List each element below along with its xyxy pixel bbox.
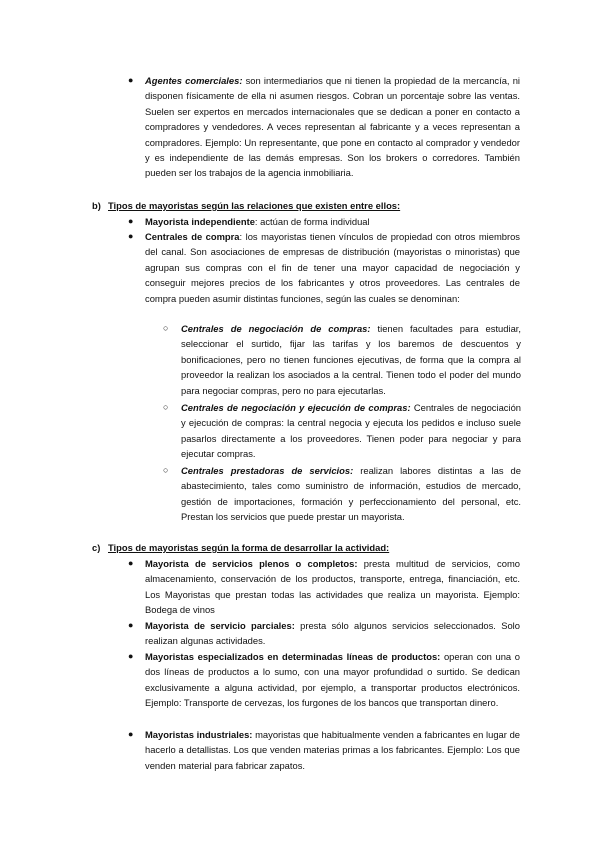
list-item-servicio-parciales xyxy=(145,618,520,649)
item-text: operan con una o dos líneas de productos a lo sumo, con una mayor profundidad o surtido. Se dedican exclusivamente a alguna actividad, por ejemplo, a transportar productos electrónicos. Ejemplo: Transporte de cervezas, los furgones de los bancos que transportan dinero. xyxy=(145,651,520,709)
section-c-label: c) xyxy=(92,542,101,553)
section-b-title: Tipos de mayoristas según las relaciones que existen entre ellos: xyxy=(108,200,401,211)
item-lead: Centrales de negociación de compras: xyxy=(181,323,371,334)
list-item-mayorista-independiente xyxy=(145,214,520,229)
item-lead: Mayorista independiente xyxy=(145,216,255,227)
item-text: presta sólo algunos servicios seleccionados. Solo realizan algunas actividades. xyxy=(145,620,520,647)
bullet-icon: ● xyxy=(128,620,134,630)
list-item-especializados xyxy=(145,649,520,711)
item-text: : actúan de forma individual xyxy=(254,216,370,227)
item-text: mayoristas que habitualmente venden a fabricantes en lugar de hacerlo a detallistas. Los que venden materias primas a los fabricantes. Ejemplo: Los que venden material para fabricar zapatos. xyxy=(145,729,521,771)
bullet-icon: ● xyxy=(128,231,134,241)
circle-bullet-icon: ○ xyxy=(163,323,169,333)
item-lead: Mayorista de servicio parciales: xyxy=(145,620,295,631)
item-text: : los mayoristas tienen vínculos de propiedad con otros miembros del canal. Son asociaciones de empresas de distribución (mayoristas o minoristas) que agrupan sus compras con el fin de tener una mayor capacidad de negociación y conseguir mejores precios de los fabricantes y otros proveedores. Las centrales de compra pueden asumir distintas funciones, según las cuales se denominan: xyxy=(145,231,520,304)
bullet-icon: ● xyxy=(128,651,134,661)
bullet-icon: ● xyxy=(128,216,134,226)
section-b-label: b) xyxy=(92,200,101,211)
list-item-centrales-de-compra xyxy=(145,229,520,306)
list-item-agentes-comerciales xyxy=(145,73,520,181)
item-lead: Centrales de negociación y ejecución de compras: xyxy=(181,402,411,413)
bullet-icon: ● xyxy=(128,558,134,568)
bullet-icon: ● xyxy=(128,75,134,85)
item-lead: Mayoristas industriales: xyxy=(145,729,253,740)
item-text: presta multitud de servicios, como almacenamiento, conservación de los productos, transporte, entrega, financiación, etc. Los Mayoristas que prestan todas las actividades que realiza un mayorista. Ejemplo: Bodega de vinos xyxy=(145,558,520,616)
item-text: Centrales de negociación y ejecución de compras: la central negocia y ejecuta los pedidos e incluso suele pasarlos directamente a los proveedores. Tienen poder para negociar y para ejecutar compras. xyxy=(181,402,521,460)
sublist-item-negociacion-ejecucion xyxy=(181,400,521,462)
circle-bullet-icon: ○ xyxy=(163,465,169,475)
item-lead: Centrales prestadoras de servicios: xyxy=(181,465,354,476)
list-item-servicios-plenos xyxy=(145,556,520,618)
sublist-item-prestadoras xyxy=(181,463,521,525)
circle-bullet-icon: ○ xyxy=(163,402,169,412)
item-text: son intermediarios que ni tienen la propiedad de la mercancía, ni disponen físicamente de ella ni asumen riesgos. Cobran un porcentaje sobre las ventas. Suelen ser expertos en mercados internacionales que se dedican a poner en contacto a compradores y vendedores. A veces representan al fabricante y a veces representan a compradores. Ejemplo: Un representante, que pone en contacto al comprador y vendedor y es independiente de las demás empresas. Son los brokers o corredores. También pueden ser los trabajos de la agencia inmobiliaria. xyxy=(145,75,520,179)
item-lead: Mayoristas especializados en determinadas líneas de productos: xyxy=(145,651,441,662)
item-lead: Mayorista de servicios plenos o completos: xyxy=(145,558,358,569)
section-c-title: Tipos de mayoristas según la forma de desarrollar la actividad: xyxy=(108,542,390,553)
bullet-icon: ● xyxy=(128,729,134,739)
item-text: realizan labores distintas a las de abastecimiento, tales como suministro de información, estudios de mercado, gestión de importaciones, formación y perfeccionamiento del personal, etc. Prestan los servicios que puede prestar un mayorista. xyxy=(181,465,521,523)
list-item-industriales xyxy=(145,727,520,773)
item-text: tienen facultades para estudiar, seleccionar el surtido, fijar las tarifas y los baremos de descuentos y bonificaciones, pero no tienen funciones ejecutivas, de forma que la compra al proveedor la realizan los asociados a la central. Tienen todo el poder del mundo para negociar compras, pero no para ejecutarlas. xyxy=(181,323,521,396)
sublist-item-negociacion xyxy=(181,321,521,398)
item-lead: Centrales de compra xyxy=(145,231,240,242)
item-lead: Agentes comerciales: xyxy=(145,75,243,86)
